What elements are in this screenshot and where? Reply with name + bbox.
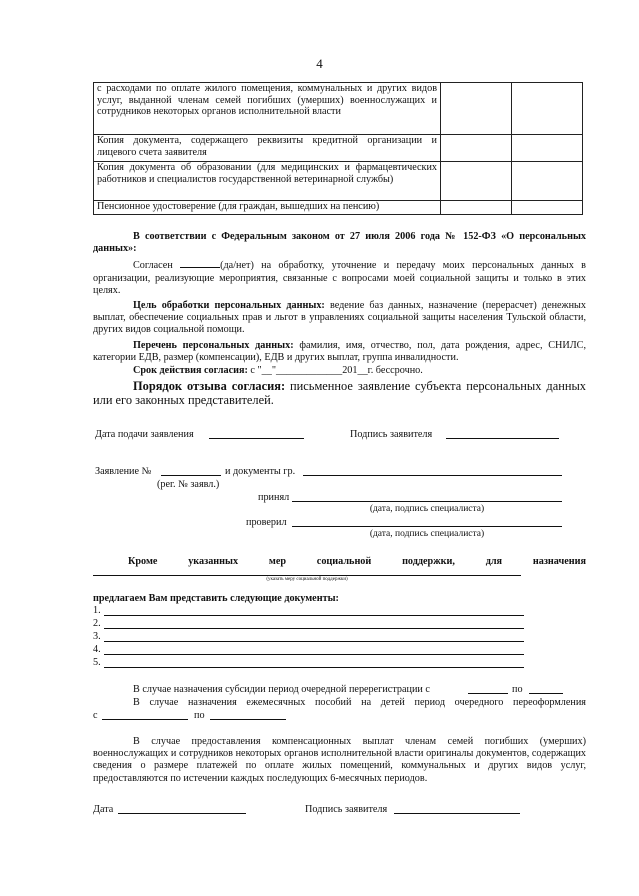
sign-label: Подпись заявителя — [350, 429, 433, 440]
allowance-from-label: с — [93, 710, 98, 721]
consent-term — [93, 365, 586, 377]
agree-blank[interactable] — [180, 258, 220, 268]
consent-section — [93, 231, 586, 407]
table-cell — [441, 201, 512, 215]
list-item: 5. — [93, 657, 101, 668]
subsidy-text: В случае назначения субсидии период очередной перерегистрации с — [133, 684, 430, 695]
docs-field[interactable] — [303, 475, 562, 476]
reg-label: (рег. № заявл.) — [157, 479, 220, 490]
list-item: 4. — [93, 644, 101, 655]
date-label: Дата подачи заявления — [95, 429, 194, 440]
consent-purpose — [93, 300, 586, 337]
table-cell — [512, 162, 583, 201]
accepted-caption: (дата, подпись специалиста) — [369, 504, 485, 514]
support-word: социальной — [316, 556, 372, 567]
consent-list — [93, 340, 586, 364]
docs-label: и документы гр. — [225, 466, 296, 477]
list-item-field[interactable] — [104, 615, 524, 616]
table-cell: Копия документа, содержащего реквизиты кредитной организации и лицевого счета заявителя — [94, 135, 441, 162]
support-word: назначения — [532, 556, 586, 567]
purpose-text: ведение баз данных, назначение (перерасчет) денежных выплат, обеспечение социальных прав и льгот в управлениях социальной защиты населения Тульской области, других видов социальной помощи. — [93, 300, 586, 336]
checked-field[interactable] — [292, 526, 562, 527]
subsidy-to-field[interactable] — [529, 693, 563, 694]
table-cell — [441, 162, 512, 201]
table-cell — [512, 201, 583, 215]
application-number-field[interactable] — [161, 475, 221, 476]
agree-prefix: Согласен — [133, 260, 173, 272]
purpose-label: Цель обработки персональных данных: — [133, 300, 325, 312]
signature-field[interactable] — [446, 438, 559, 439]
list-item-field[interactable] — [104, 667, 524, 668]
revoke-label: Порядок отзыва согласия: — [133, 379, 286, 394]
accepted-field[interactable] — [292, 501, 562, 502]
checked-label: проверил — [246, 517, 287, 528]
table-cell — [441, 135, 512, 162]
table-row — [94, 83, 583, 135]
list-item-field[interactable] — [104, 628, 524, 629]
consent-heading: В соответствии с Федеральным законом от 27 июля 2006 года № 152-ФЗ «О персональных данных»: — [93, 231, 586, 255]
application-number-label: Заявление № — [95, 466, 152, 477]
list-text: фамилия, имя, отчество, пол, дата рождения, адрес, СНИЛС, категории ЕДВ, размер (компенсации), ЕДВ и других выплат, группа инвалидности. — [93, 339, 587, 363]
list-label: Перечень персональных данных: — [133, 339, 294, 351]
support-word: для — [485, 556, 503, 567]
subsidy-from-field[interactable] — [468, 693, 508, 694]
support-word: указанных — [188, 556, 239, 567]
accepted-label: принял — [258, 492, 290, 503]
support-word: мер — [268, 556, 287, 567]
allowance-from-field[interactable] — [102, 719, 188, 720]
footer-signature-field[interactable] — [394, 813, 520, 814]
table-row — [94, 201, 583, 215]
page-number: 4 — [316, 56, 323, 71]
allowance-text: В случае назначения ежемесячных пособий на детей период очередного переоформления — [133, 697, 586, 708]
documents-table — [93, 82, 583, 215]
list-item: 2. — [93, 618, 101, 629]
table-cell: Пенсионное удостоверение (для граждан, вышедших на пенсию) — [94, 201, 441, 215]
support-caption: (указать меру социальной поддержки) — [266, 577, 348, 582]
list-item-field[interactable] — [104, 654, 524, 655]
table-cell: Копия документа об образовании (для медицинских и фармацевтических работников и специалистов государственной ветеринарной службы) — [94, 162, 441, 201]
allowance-to-field[interactable] — [210, 719, 286, 720]
list-item: 1. — [93, 605, 101, 616]
list-item-field[interactable] — [104, 641, 524, 642]
table-cell — [512, 83, 583, 135]
revoke-text: письменное заявление субъекта персональных данных или его законных представителей. — [93, 379, 587, 408]
consent-agree — [93, 258, 586, 297]
support-measure-field[interactable] — [93, 575, 521, 576]
term-label: Срок действия согласия: — [133, 365, 248, 377]
date-field[interactable] — [209, 438, 304, 439]
support-word: Кроме — [128, 556, 158, 567]
support-line — [128, 556, 586, 567]
checked-caption: (дата, подпись специалиста) — [369, 529, 485, 539]
support-word: поддержки, — [402, 556, 455, 567]
list-item: 3. — [93, 631, 101, 642]
footer-date-label: Дата — [93, 804, 114, 815]
table-cell — [441, 83, 512, 135]
consent-revoke — [93, 379, 586, 407]
compensation-text: В случае предоставления компенсационных выплат членам семей погибших (умерших) военнослужащих и сотрудников некоторых органов исполнительной власти оригиналы документов, содержащих сведения о размере платежей по оплате жилых помещений, коммунальных и других видов услуг, предоставляются по истечении каждых последующих 6-месячных периодов. — [93, 736, 586, 784]
table-cell: с расходами по оплате жилого помещения, коммунальных и других видов услуг, выданной членам семей погибших (умерших) военнослужащих и сотрудников некоторых органов исполнительной власти — [94, 83, 441, 135]
offer-text: предлагаем Вам представить следующие документы: — [93, 593, 339, 604]
footer-date-field[interactable] — [118, 813, 246, 814]
allowance-to-label: по — [194, 710, 205, 721]
table-row — [94, 135, 583, 162]
subsidy-to-label: по — [512, 684, 523, 695]
table-cell — [512, 135, 583, 162]
table-row — [94, 162, 583, 201]
agree-rest: (да/нет) на обработку, уточнение и передачу моих персональных данных в организации, реализующие мероприятия, связанные с вопросами моей социальной защиты и только в этих целях. — [93, 260, 586, 296]
footer-sign-label: Подпись заявителя — [305, 804, 388, 815]
term-text: с "__"_____________201__г. бессрочно. — [250, 365, 423, 377]
